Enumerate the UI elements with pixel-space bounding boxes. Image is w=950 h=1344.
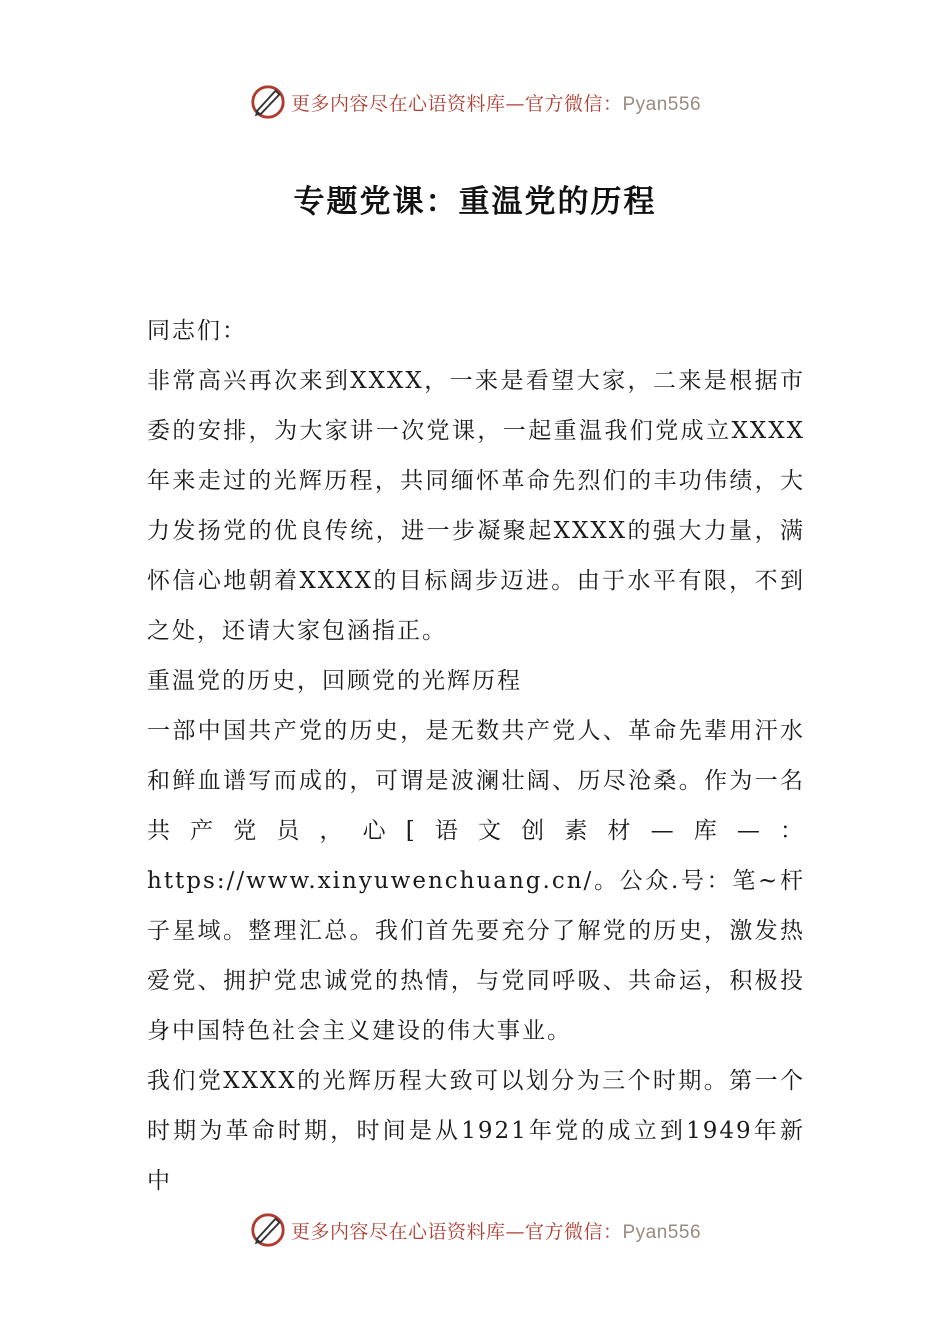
header-watermark-banner — [0, 82, 950, 122]
paragraph-periods: 我们党XXXX的光辉历程大致可以划分为三个时期。第一个时期为革命时期，时间是从1921年党的成立到1949年新中 — [147, 1068, 805, 1194]
footer-watermark-banner — [0, 1210, 950, 1250]
greeting: 同志们： — [147, 318, 247, 344]
section-heading: 重温党的历史，回顾党的光辉历程 — [147, 668, 522, 694]
pen-logo-icon — [249, 83, 287, 121]
banner-wechat-id: Pyan556 — [622, 1221, 702, 1243]
paragraph-intro: 非常高兴再次来到XXXX，一来是看望大家，二来是根据市委的安排，为大家讲一次党课，一起重温我们党成立XXXX年来走过的光辉历程，共同缅怀革命先烈们的丰功伟绩，大力发扬党的优良传统，进一步凝聚起XXXX的强大力量，满怀信心地朝着XXXX的目标阔步迈进。由于水平有限，不到之处，还请大家包涵指正。 — [147, 368, 805, 644]
banner-wechat-id: Pyan556 — [622, 93, 702, 115]
banner-text: 更多内容尽在心语资料库—官方微信：Pyan556 — [290, 92, 702, 115]
document-body — [147, 306, 805, 1206]
banner-text: 更多内容尽在心语资料库—官方微信：Pyan556 — [290, 1220, 702, 1243]
paragraph-history: 一部中国共产党的历史，是无数共产党人、革命先辈用汗水和鲜血谱写而成的，可谓是波澜壮阔、历尽沧桑。作为一名共产党员，心[语文创素材—库—：https://www.xinyuwenchuang.cn/。公众.号：笔~杆子星域。整理汇总。我们首先要充分了解党的历史，激发热爱党、拥护党忠诚党的热情，与党同呼吸、共命运，积极投身中国特色社会主义建设的伟大事业。 — [147, 718, 805, 1044]
pen-logo-icon — [249, 1211, 287, 1249]
document-title: 专题党课：重温党的历程 — [293, 184, 657, 220]
